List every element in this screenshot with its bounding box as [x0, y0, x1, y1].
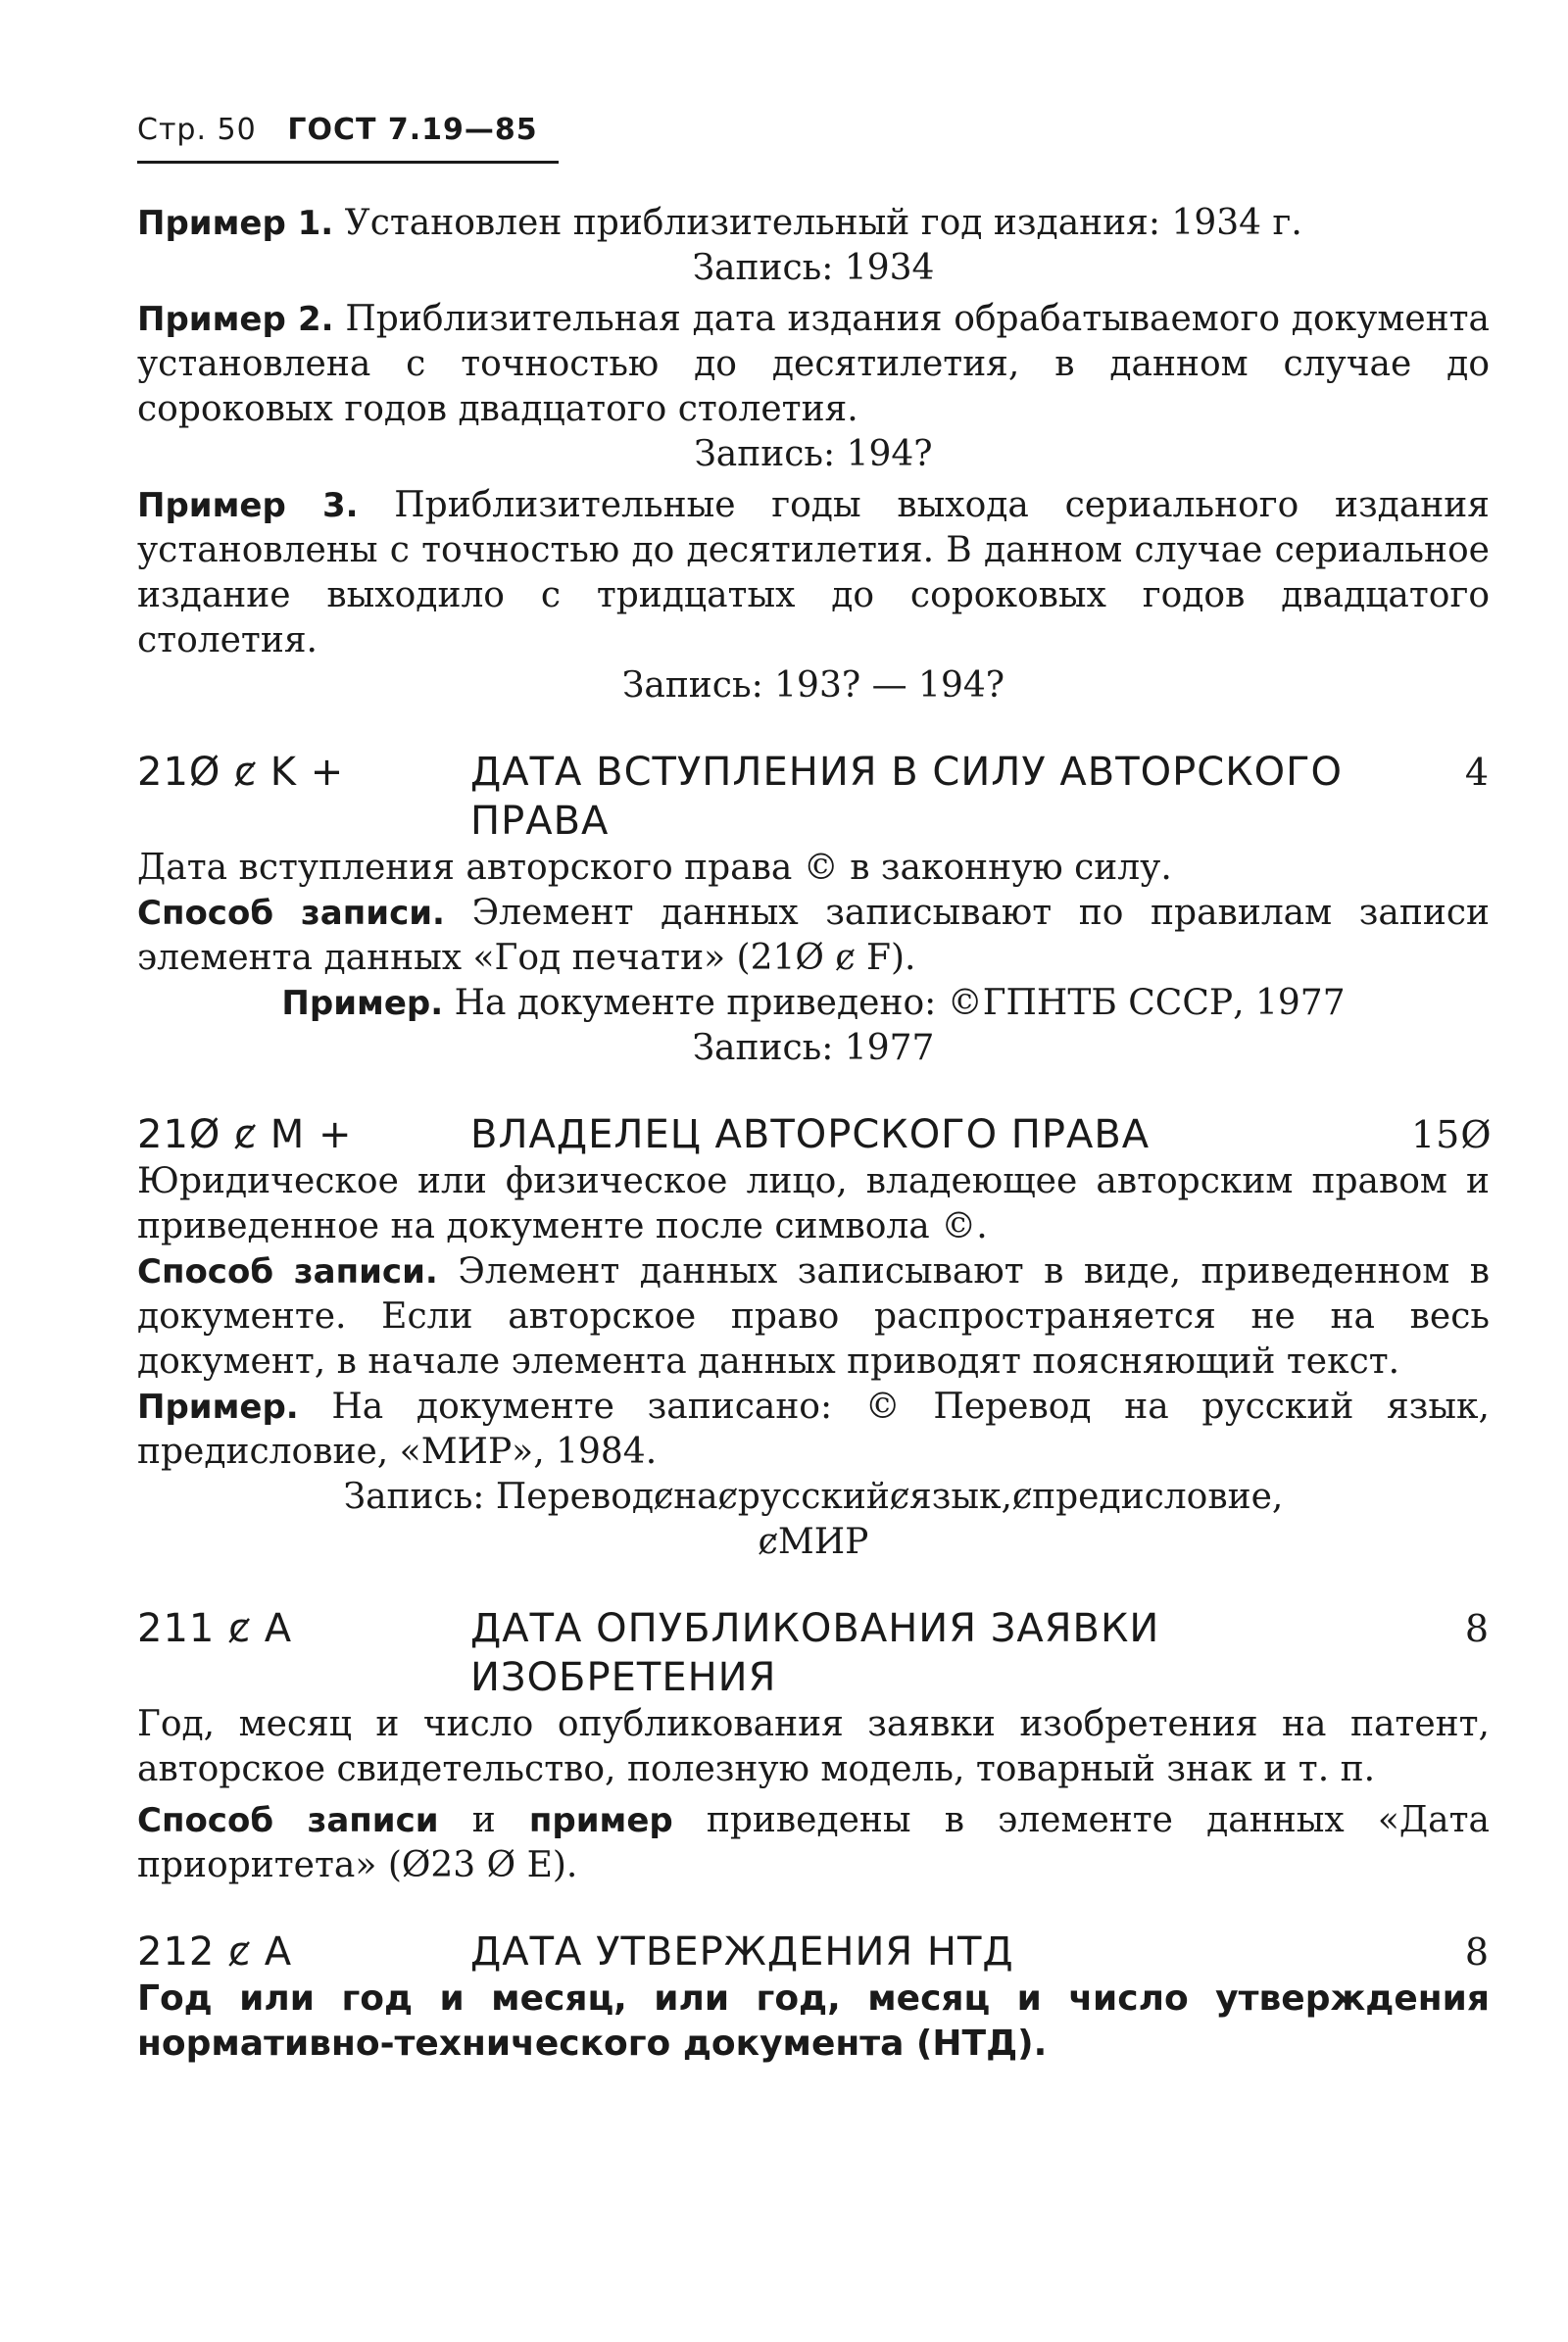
- section-method: Способ записи. Элемент данных записывают в виде, приведенном в документе. Если авторское право распространяется не на весь документ, в начале элемента данных приводят поясняющий текст.: [137, 1251, 1490, 1382]
- example-3-record: Запись: 193? — 194?: [621, 665, 1005, 706]
- section-code: 21Ø ȼ K +: [137, 750, 345, 795]
- document-page: [137, 108, 1493, 2067]
- section-method: Способ записи. Элемент данных записывают по правилам записи элемента данных «Год печати» (21Ø ȼ F).: [137, 893, 1490, 978]
- example-2: Пример 2. Приблизительная дата издания обрабатываемого документа установлена с точностью до десятилетия, в данном случае до сороковых годов двадцатого столетия.: [137, 299, 1491, 429]
- section-heading-application-date: [137, 1604, 1490, 1702]
- section-example: Пример. На документе записано: © Перевод на русский язык, предисловие, «МИР», 1984.: [137, 1387, 1490, 1472]
- page-number: Стр. 50: [137, 113, 257, 147]
- section-length: 8: [1464, 1607, 1490, 1650]
- section-title: ДАТА ВСТУПЛЕНИЯ В СИЛУ АВТОРСКОГО ПРАВА: [470, 750, 1343, 844]
- section-description: Год или год и месяц, или год, месяц и число утверждения нормативно-технического документа (НТД).: [137, 1978, 1490, 2064]
- section-title: ДАТА ОПУБЛИКОВАНИЯ ЗАЯВКИ ИЗОБРЕТЕНИЯ: [470, 1606, 1160, 1700]
- examples-block: [137, 201, 1490, 708]
- section-code: 212 ȼ A: [137, 1929, 293, 1975]
- section-description: Дата вступления авторского права © в законную силу.: [137, 848, 1172, 888]
- section-heading-approval-date: [137, 1927, 1490, 1976]
- section-title: ДАТА УТВЕРЖДЕНИЯ НТД: [470, 1929, 1014, 1975]
- section-description: Год, месяц и число опубликования заявки изобретения на патент, авторское свидетельство, полезную модель, товарный знак и т. п.: [137, 1704, 1490, 1789]
- section-code: 21Ø ȼ M +: [137, 1112, 353, 1157]
- section-code: 211 ȼ A: [137, 1606, 293, 1651]
- example-2-record: Запись: 194?: [694, 434, 933, 474]
- example-3: Пример 3. Приблизительные годы выхода сериального издания установлены с точностью до десятилетия. В данном случае сериальное издание выходило с тридцатых до сороковых годов двадцатого столетия.: [137, 485, 1490, 660]
- page-header: [137, 108, 559, 164]
- section-method: Способ записи и пример приведены в элементе данных «Дата приоритета» (Ø23 Ø E).: [137, 1800, 1490, 1885]
- example-1-record: Запись: 1934: [692, 248, 935, 288]
- section-record: Запись: Переводȼнаȼрусскийȼязык,ȼпредисловие,: [343, 1477, 1284, 1517]
- standard-code: ГОСТ 7.19—85: [287, 113, 538, 147]
- section-title: ВЛАДЕЛЕЦ АВТОРСКОГО ПРАВА: [470, 1112, 1151, 1157]
- section-record-continued: ȼМИР: [758, 1522, 869, 1562]
- section-example: Пример. На документе приведено: ©ГПНТБ СССР, 1977: [281, 983, 1346, 1023]
- section-record: Запись: 1977: [692, 1028, 935, 1068]
- example-1: Пример 1. Установлен приблизительный год издания: 1934 г.: [137, 203, 1302, 243]
- section-length: 4: [1464, 751, 1490, 794]
- section-heading-copyright-owner: [137, 1110, 1493, 1159]
- section-description: Юридическое или физическое лицо, владеющее авторским правом и приведенное на документе после символа ©.: [137, 1161, 1490, 1246]
- section-length: 15Ø: [1411, 1113, 1493, 1156]
- section-heading-copyright-date: [137, 748, 1490, 846]
- section-length: 8: [1464, 1930, 1490, 1974]
